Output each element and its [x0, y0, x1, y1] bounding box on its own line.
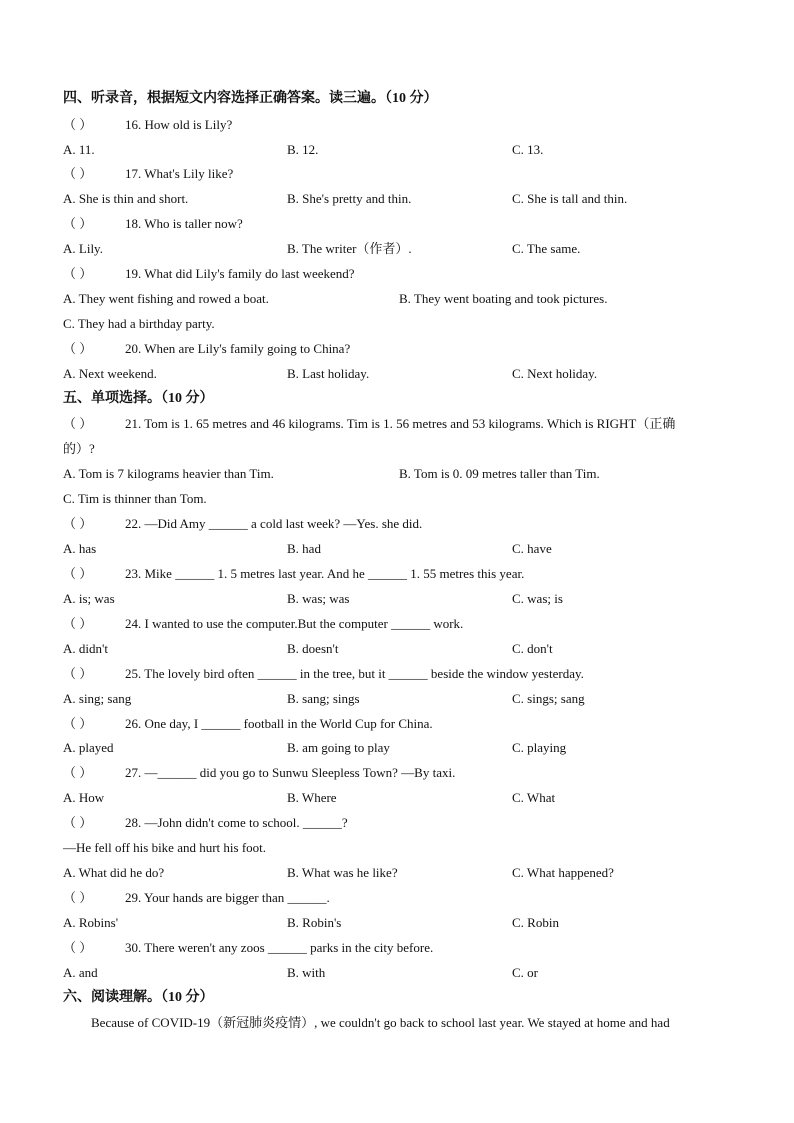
- answer-blank: （ ）: [63, 166, 93, 181]
- answer-blank: （ ）: [63, 765, 93, 780]
- answer-blank: （ ）: [63, 940, 93, 955]
- question-text: 19. What did Lily's family do last weekend?: [125, 266, 355, 281]
- option-b: B. am going to play: [287, 740, 390, 755]
- question-text: 17. What's Lily like?: [125, 166, 234, 181]
- option-a: A. is; was: [63, 591, 115, 606]
- option-c: C. What happened?: [512, 865, 614, 880]
- answer-blank: （ ）: [63, 341, 93, 356]
- answer-blank: （ ）: [63, 266, 93, 281]
- question-25: [63, 665, 584, 683]
- option-b: B. had: [287, 541, 321, 556]
- question-20: [63, 340, 350, 358]
- answer-blank: （ ）: [63, 716, 93, 731]
- option-a: A. and: [63, 965, 98, 980]
- question-text: 25. The lovely bird often ______ in the tree, but it ______ beside the window yesterday.: [125, 666, 584, 681]
- option-c: C. 13.: [512, 142, 544, 157]
- option-a: A. 11.: [63, 142, 95, 157]
- option-a: A. sing; sang: [63, 691, 132, 706]
- question-text: 24. I wanted to use the computer.But the computer ______ work.: [125, 616, 464, 631]
- answer-blank: （ ）: [63, 216, 93, 231]
- option-b: B. Tom is 0. 09 metres taller than Tim.: [399, 466, 600, 481]
- question-21: [63, 415, 675, 433]
- question-17: [63, 165, 233, 183]
- answer-blank: （ ）: [63, 890, 93, 905]
- section-5-title: 五、单项选择。（10 分）: [63, 391, 214, 406]
- option-c: C. Tim is thinner than Tom.: [63, 491, 207, 506]
- question-text: 27. —______ did you go to Sunwu Sleepless Town? —By taxi.: [125, 765, 456, 780]
- option-b: B. sang; sings: [287, 691, 360, 706]
- option-c: C. She is tall and thin.: [512, 191, 628, 206]
- option-a: A. Next weekend.: [63, 366, 157, 381]
- answer-blank: （ ）: [63, 117, 93, 132]
- question-24: [63, 615, 463, 633]
- option-a: A. Robins': [63, 915, 119, 930]
- section-4-title: 四、听录音，根据短文内容选择正确答案。读三遍。（10 分）: [63, 91, 438, 106]
- option-a: A. didn't: [63, 641, 108, 656]
- question-text: 20. When are Lily's family going to China?: [125, 341, 351, 356]
- option-a: A. How: [63, 790, 105, 805]
- answer-blank: （ ）: [63, 815, 93, 830]
- answer-blank: （ ）: [63, 516, 93, 531]
- question-text: 28. —John didn't come to school. ______?: [125, 815, 348, 830]
- question-text: 29. Your hands are bigger than ______.: [125, 890, 330, 905]
- option-b: B. with: [287, 965, 326, 980]
- option-b: B. The writer（作者）.: [287, 241, 412, 256]
- option-c: C. The same.: [512, 241, 581, 256]
- option-a: A. What did he do?: [63, 865, 165, 880]
- option-c: C. Next holiday.: [512, 366, 598, 381]
- option-a: A. has: [63, 541, 97, 556]
- section-6-title: 六、阅读理解。（10 分）: [63, 990, 214, 1005]
- question-23: [63, 565, 524, 583]
- question-text: 16. How old is Lily?: [125, 117, 233, 132]
- question-text-continued: —He fell off his bike and hurt his foot.: [63, 840, 267, 855]
- question-text: 30. There weren't any zoos ______ parks in the city before.: [125, 940, 434, 955]
- question-30: [63, 939, 433, 957]
- option-b: B. They went boating and took pictures.: [399, 291, 608, 306]
- option-c: C. or: [512, 965, 538, 980]
- answer-blank: （ ）: [63, 616, 93, 631]
- question-16: [63, 116, 232, 134]
- option-b: B. Last holiday.: [287, 366, 370, 381]
- option-b: B. Where: [287, 790, 337, 805]
- option-c: C. playing: [512, 740, 567, 755]
- option-c: C. They had a birthday party.: [63, 316, 215, 331]
- option-a: A. Tom is 7 kilograms heavier than Tim.: [63, 466, 274, 481]
- question-text: 26. One day, I ______ football in the World Cup for China.: [125, 716, 433, 731]
- question-28: [63, 814, 348, 832]
- option-a: A. Lily.: [63, 241, 103, 256]
- option-c: C. Robin: [512, 915, 559, 930]
- question-29: [63, 889, 330, 907]
- question-text: 21. Tom is 1. 65 metres and 46 kilograms. Tim is 1. 56 metres and 53 kilograms. Which is RIGHT（正确: [125, 416, 676, 431]
- option-a: A. She is thin and short.: [63, 191, 189, 206]
- answer-blank: （ ）: [63, 666, 93, 681]
- question-18: [63, 215, 243, 233]
- question-text: 23. Mike ______ 1. 5 metres last year. And he ______ 1. 55 metres this year.: [125, 566, 525, 581]
- option-c: C. was; is: [512, 591, 563, 606]
- option-c: C. sings; sang: [512, 691, 585, 706]
- option-b: B. doesn't: [287, 641, 339, 656]
- option-c: C. have: [512, 541, 552, 556]
- question-text: 22. —Did Amy ______ a cold last week? —Yes. she did.: [125, 516, 423, 531]
- reading-paragraph: Because of COVID-19（新冠肺炎疫情）, we couldn't go back to school last year. We stayed at home and had: [91, 1015, 670, 1030]
- option-c: C. don't: [512, 641, 553, 656]
- question-27: [63, 764, 455, 782]
- question-text: 18. Who is taller now?: [125, 216, 243, 231]
- question-22: [63, 515, 422, 533]
- question-26: [63, 715, 433, 733]
- answer-blank: （ ）: [63, 566, 93, 581]
- option-b: B. 12.: [287, 142, 319, 157]
- option-c: C. What: [512, 790, 556, 805]
- option-b: B. Robin's: [287, 915, 342, 930]
- question-text-continued: 的）?: [63, 441, 95, 456]
- question-19: [63, 265, 355, 283]
- option-a: A. played: [63, 740, 114, 755]
- option-b: B. She's pretty and thin.: [287, 191, 412, 206]
- option-b: B. What was he like?: [287, 865, 398, 880]
- option-a: A. They went fishing and rowed a boat.: [63, 291, 269, 306]
- option-b: B. was; was: [287, 591, 350, 606]
- answer-blank: （ ）: [63, 416, 93, 431]
